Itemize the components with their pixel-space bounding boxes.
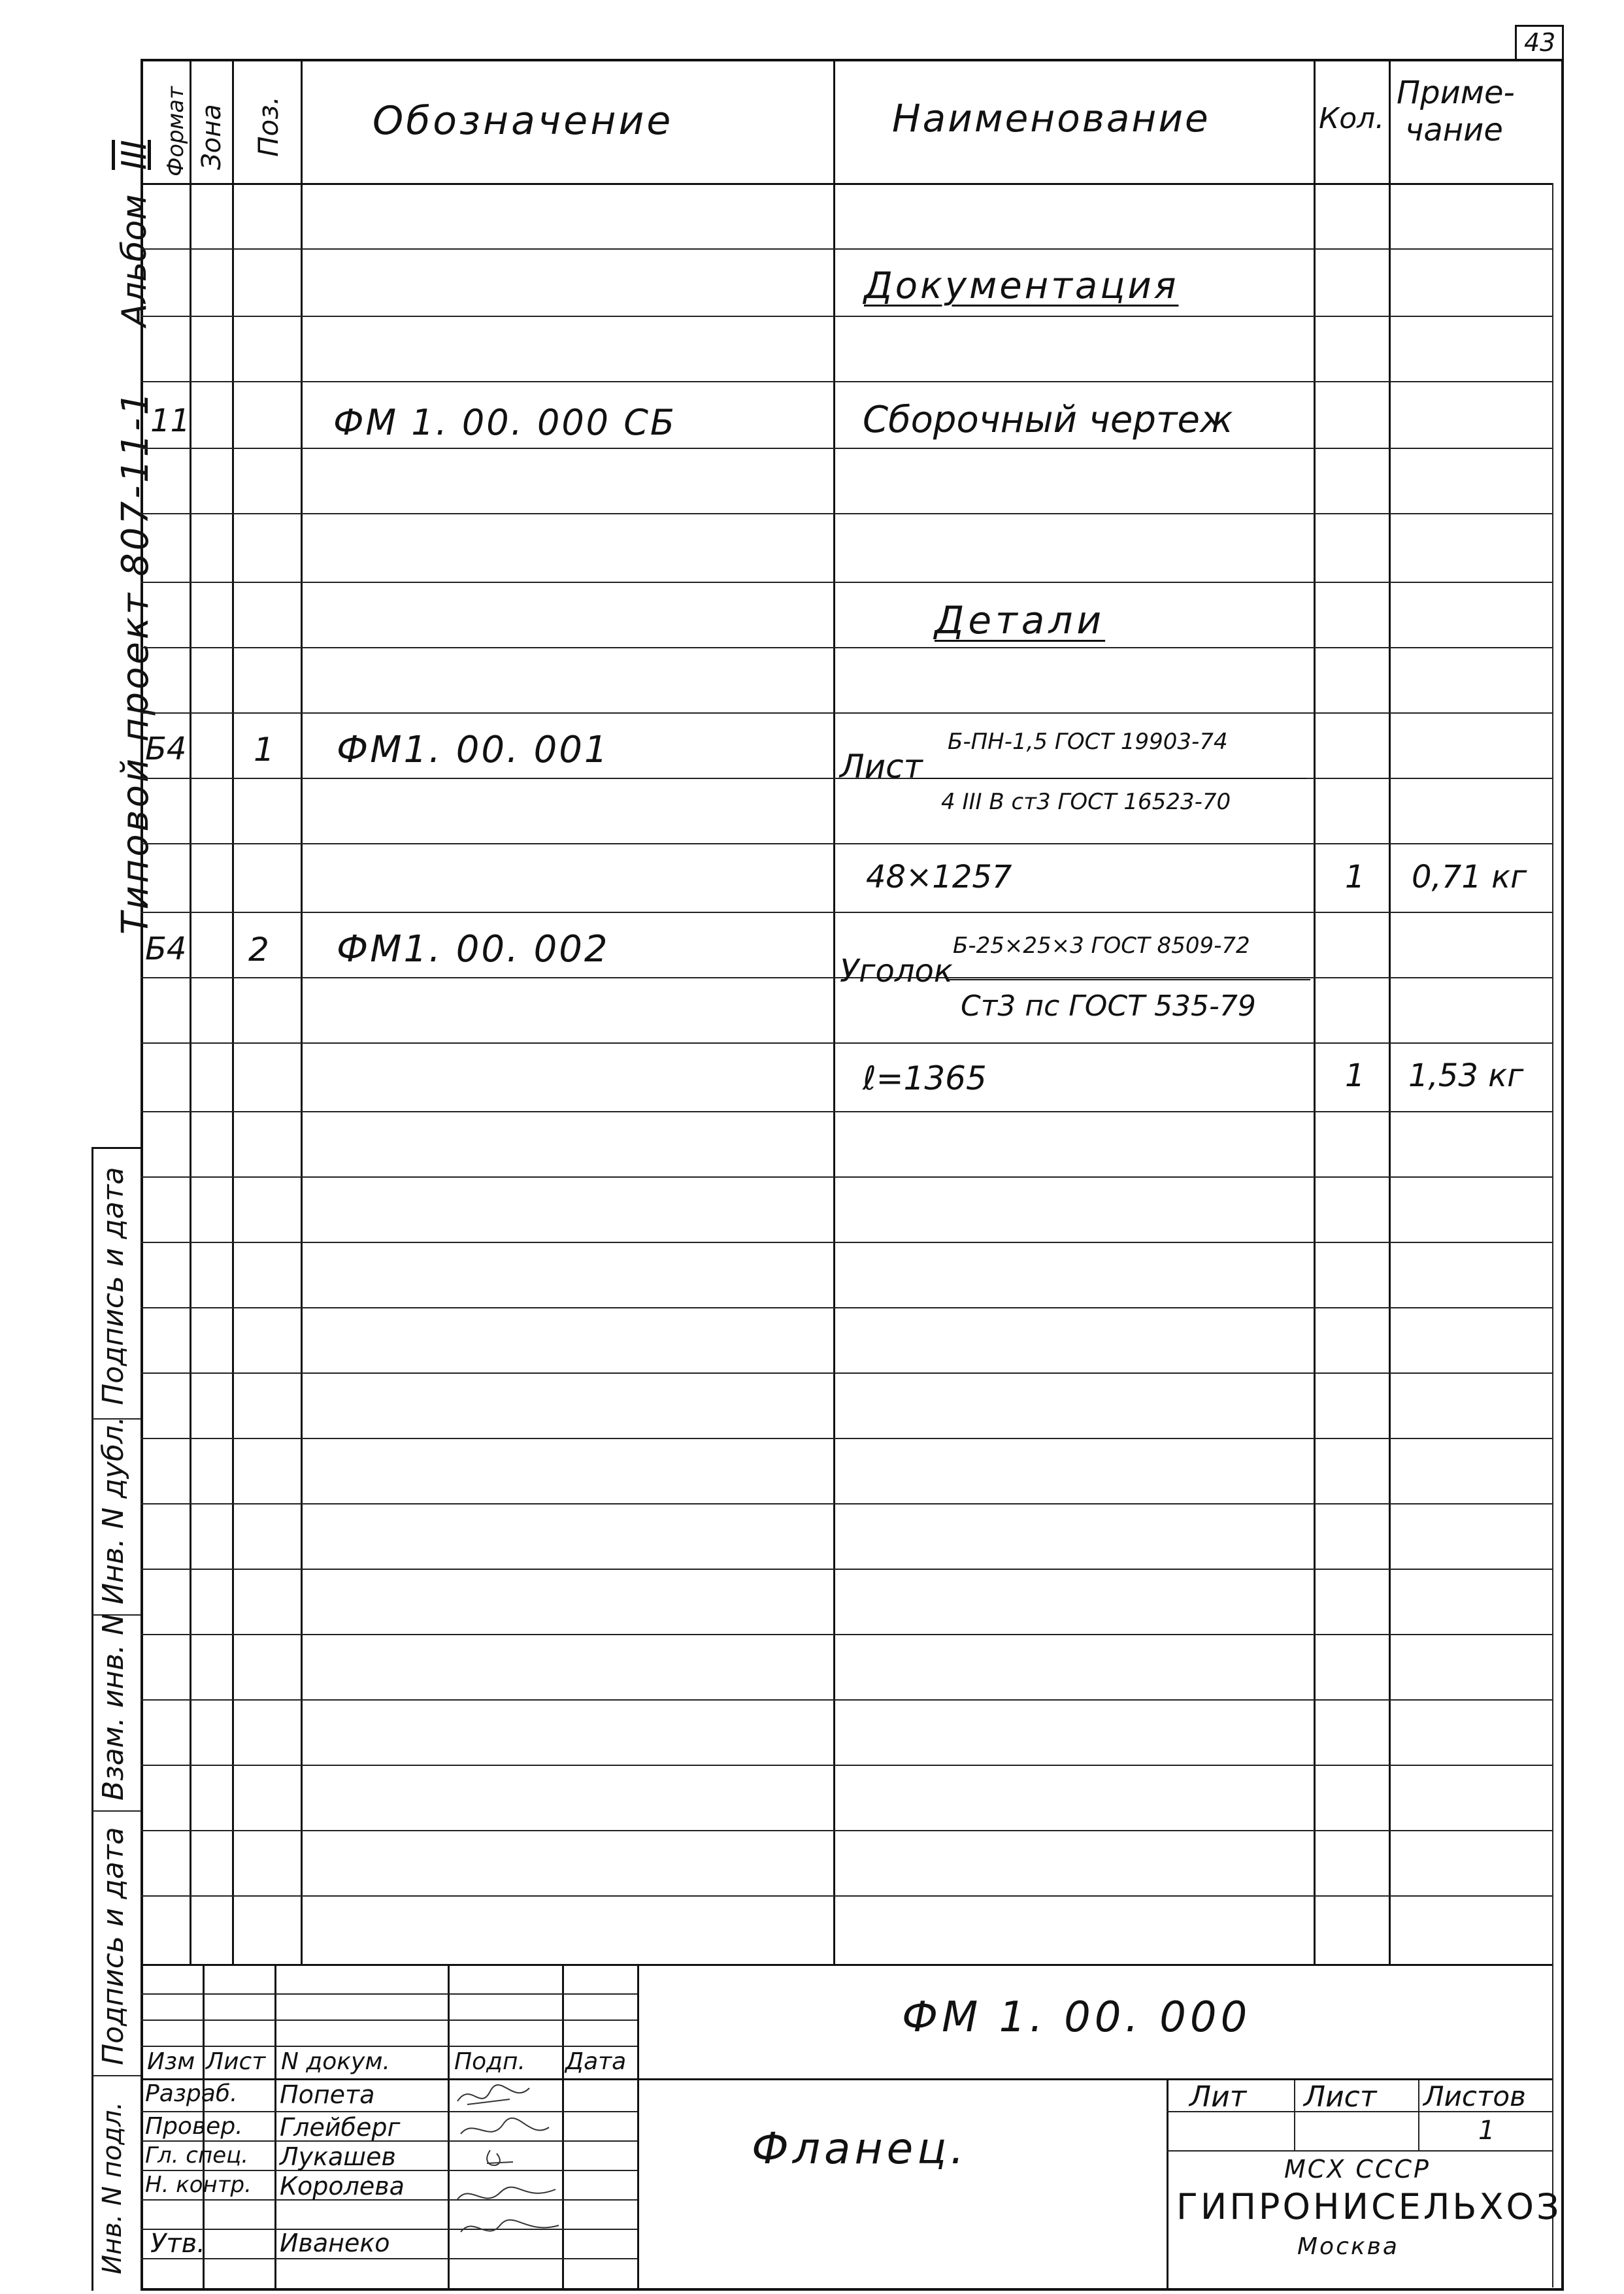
row-line bbox=[141, 1111, 1552, 1112]
row-line bbox=[141, 248, 1552, 250]
tb-role: Гл. спец. bbox=[145, 2142, 249, 2169]
part2-qty: 1 bbox=[1345, 1057, 1365, 1094]
part1-name-top: Б-ПН-1,5 ГОСТ 19903-74 bbox=[948, 729, 1228, 755]
row-line bbox=[141, 513, 1552, 514]
tb-role: Разраб. bbox=[145, 2080, 238, 2107]
side-inv-dup: Инв. N дубл. bbox=[97, 1416, 130, 1604]
row-line bbox=[141, 1765, 1552, 1766]
tb-designation: ФМ 1. 00. 000 bbox=[902, 1993, 1251, 2042]
row-line bbox=[141, 1830, 1552, 1831]
sheet-frame bbox=[141, 59, 1564, 2291]
album-label: Альбом bbox=[115, 194, 154, 327]
row-line bbox=[141, 316, 1552, 317]
row-line bbox=[141, 1634, 1552, 1635]
album-number: III bbox=[115, 139, 154, 170]
row-line bbox=[141, 381, 1552, 382]
col-header-format: Формат bbox=[163, 86, 189, 176]
row-line bbox=[141, 1372, 1552, 1374]
row-line bbox=[141, 1242, 1552, 1243]
tb-org-name: ГИПРОНИСЕЛЬХОЗ bbox=[1176, 2186, 1562, 2227]
part1-designation: ФМ1. 00. 001 bbox=[337, 729, 610, 771]
col-header-qty: Кол. bbox=[1319, 102, 1385, 135]
tb-sheets-label: Листов bbox=[1423, 2080, 1526, 2112]
col-header-note-line2: чание bbox=[1405, 112, 1503, 148]
side-inv-orig: Инв. N подл. bbox=[97, 2101, 127, 2274]
side-stamp-divider bbox=[91, 1810, 141, 1812]
part2-name-word: Уголок bbox=[840, 953, 953, 989]
tb-header-date: Дата bbox=[565, 2048, 627, 2075]
tb-lit-label: Лит bbox=[1189, 2080, 1247, 2114]
tb-title: Фланец. bbox=[752, 2123, 969, 2174]
row-line bbox=[141, 1438, 1552, 1439]
part1-pos: 1 bbox=[254, 731, 274, 769]
side-stamp-top bbox=[91, 1147, 141, 1149]
side-stamp-left-line bbox=[91, 1147, 93, 2291]
col-header-pos: Поз. bbox=[252, 96, 284, 157]
col-line-5 bbox=[1314, 59, 1316, 1964]
tb-header-izm: Изм bbox=[147, 2048, 195, 2075]
tb-sheets-value: 1 bbox=[1478, 2116, 1495, 2146]
row-line bbox=[141, 448, 1552, 449]
row-line bbox=[141, 647, 1552, 648]
tb-role: Утв. bbox=[150, 2229, 205, 2259]
table-bottom-line bbox=[141, 1964, 1552, 1966]
col-line-3 bbox=[301, 59, 303, 1964]
tb-sheet-label: Лист bbox=[1304, 2080, 1377, 2114]
section-documentation: Документация bbox=[864, 265, 1179, 307]
side-sign-date-2: Подпись и дата bbox=[97, 1827, 130, 2065]
signature-marks bbox=[451, 2078, 569, 2287]
side-stamp-divider bbox=[91, 2075, 141, 2076]
tb-col-8 bbox=[1418, 2078, 1419, 2150]
part2-note: 1,53 кг bbox=[1408, 1057, 1524, 1094]
sheet-number: 43 bbox=[1524, 28, 1556, 57]
row-line bbox=[141, 912, 1552, 913]
part2-name-bottom: Ст3 пс ГОСТ 535-79 bbox=[961, 989, 1256, 1023]
row-line bbox=[141, 1895, 1552, 1897]
tb-header-ndoc: N докум. bbox=[281, 2048, 390, 2075]
doc-name: Сборочный чертеж bbox=[863, 399, 1233, 441]
tb-row bbox=[141, 1993, 637, 1995]
tb-header-list: Лист bbox=[206, 2048, 266, 2075]
col-line-6 bbox=[1389, 59, 1391, 1964]
tb-header-sign: Подп. bbox=[454, 2048, 525, 2075]
part1-note: 0,71 кг bbox=[1412, 859, 1527, 895]
tb-person: Королева bbox=[280, 2172, 405, 2201]
part1-name-word: Лист bbox=[840, 748, 923, 786]
col-header-zone: Зона bbox=[197, 104, 227, 170]
col-line-1 bbox=[190, 59, 191, 1964]
row-line bbox=[141, 582, 1552, 583]
project-label: Типовой проект 807-11-1 bbox=[114, 389, 157, 935]
part2-fraction-line bbox=[948, 979, 1310, 980]
col-header-designation: Обозначение bbox=[373, 98, 674, 144]
doc-format: 11 bbox=[150, 403, 191, 439]
part1-name-bottom: 4 III В ст3 ГОСТ 16523-70 bbox=[941, 789, 1231, 815]
side-sign-date-1: Подпись и дата bbox=[97, 1167, 130, 1405]
tb-person: Попета bbox=[280, 2080, 375, 2109]
part1-format: Б4 bbox=[145, 731, 187, 767]
right-margin-line bbox=[1552, 183, 1553, 2287]
tb-org-ministry: МСХ СССР bbox=[1284, 2155, 1431, 2184]
tb-row bbox=[141, 2046, 637, 2047]
row-line bbox=[141, 1176, 1552, 1178]
tb-col-7 bbox=[1294, 2078, 1295, 2150]
part2-size: ℓ=1365 bbox=[863, 1059, 987, 1097]
col-line-2 bbox=[232, 59, 234, 1964]
tb-col-2 bbox=[274, 1964, 276, 2291]
tb-org-city: Москва bbox=[1297, 2233, 1399, 2260]
row-line bbox=[141, 1569, 1552, 1570]
section-parts: Детали bbox=[935, 598, 1106, 642]
tb-person: Глейберг bbox=[280, 2113, 401, 2142]
row-line bbox=[141, 1699, 1552, 1701]
part1-fraction-line bbox=[912, 778, 1307, 779]
tb-col-5 bbox=[637, 1964, 639, 2291]
row-line bbox=[141, 1503, 1552, 1504]
tb-row bbox=[1167, 2150, 1552, 2152]
part2-designation: ФМ1. 00. 002 bbox=[337, 928, 610, 971]
row-line bbox=[141, 1307, 1552, 1308]
part1-size: 48×1257 bbox=[866, 859, 1012, 895]
tb-person: Иванеко bbox=[280, 2229, 390, 2257]
col-header-note-line1: Приме- bbox=[1397, 75, 1515, 111]
row-line bbox=[141, 1042, 1552, 1044]
tb-person: Лукашев bbox=[280, 2142, 396, 2171]
tb-col-3 bbox=[448, 1964, 450, 2291]
tb-role: Провер. bbox=[145, 2113, 243, 2140]
col-line-4 bbox=[833, 59, 835, 1964]
doc-designation: ФМ 1. 00. 000 СБ bbox=[333, 402, 676, 443]
header-bottom-line bbox=[141, 183, 1552, 185]
part2-name-top: Б-25×25×3 ГОСТ 8509-72 bbox=[953, 933, 1250, 959]
row-line bbox=[141, 712, 1552, 714]
row-line bbox=[141, 843, 1552, 844]
tb-role: Н. контр. bbox=[145, 2172, 252, 2198]
col-header-name: Наименование bbox=[892, 96, 1210, 141]
part2-format: Б4 bbox=[145, 931, 187, 967]
tb-row bbox=[141, 2020, 637, 2021]
part1-qty: 1 bbox=[1345, 859, 1365, 895]
side-replace-inv: Взам. инв. N bbox=[97, 1614, 130, 1801]
part2-pos: 2 bbox=[248, 931, 269, 969]
tb-col-6 bbox=[1167, 2078, 1168, 2291]
